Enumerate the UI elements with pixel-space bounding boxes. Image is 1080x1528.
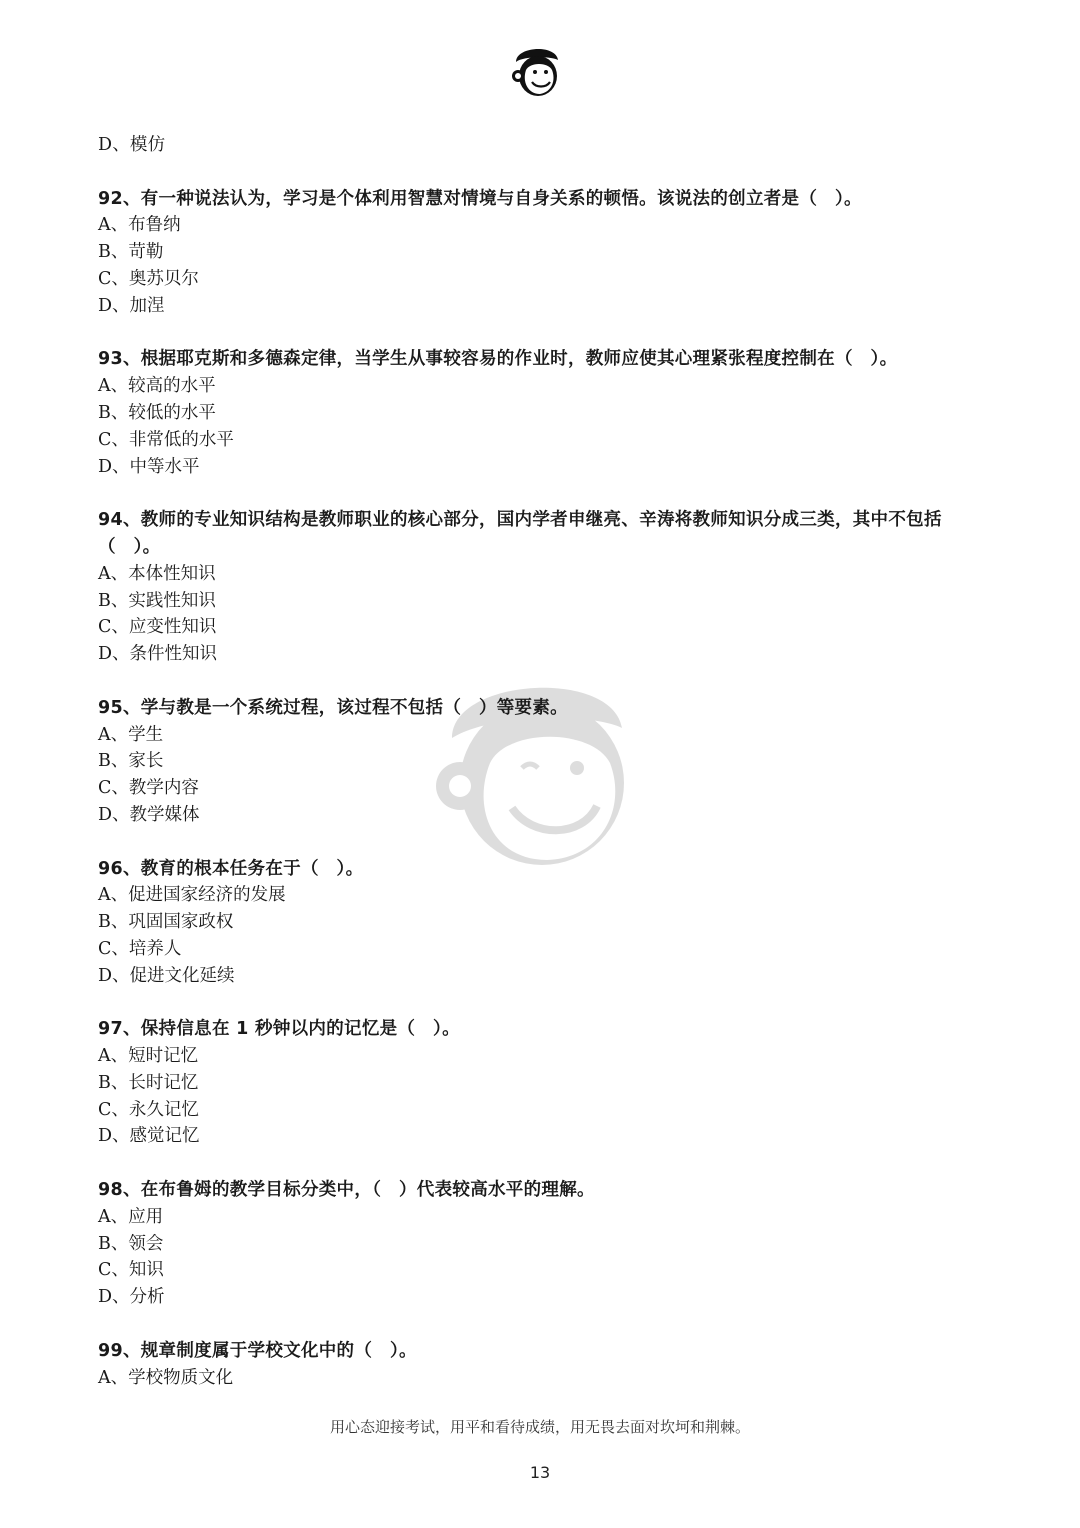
option-c: C、知识 xyxy=(98,1260,164,1281)
question-text: 96、教育的根本任务在于（ ）。 xyxy=(98,858,364,879)
question-92 xyxy=(98,186,998,320)
option-c: C、应变性知识 xyxy=(98,617,217,638)
option-b: B、较低的水平 xyxy=(98,402,216,423)
question-98 xyxy=(98,1177,998,1311)
question-text: 92、有一种说法认为，学习是个体利用智慧对情境与自身关系的顿悟。该说法的创立者是（ ）。 xyxy=(98,188,862,209)
option-d: D、教学媒体 xyxy=(98,804,200,825)
option-b: B、家长 xyxy=(98,751,164,772)
option-a: A、本体性知识 xyxy=(98,563,216,584)
question-97 xyxy=(98,1016,998,1150)
option-b: B、实践性知识 xyxy=(98,590,216,611)
option-a: A、学校物质文化 xyxy=(98,1367,234,1388)
intro-option: D、模仿 xyxy=(98,135,166,155)
option-c: C、奥苏贝尔 xyxy=(98,268,199,289)
question-text: 97、保持信息在 1 秒钟以内的记忆是（ ）。 xyxy=(98,1019,460,1040)
option-c: C、培养人 xyxy=(98,938,182,959)
option-a: A、较高的水平 xyxy=(98,376,216,397)
option-a: A、布鲁纳 xyxy=(98,215,181,236)
question-text: 95、学与教是一个系统过程，该过程不包括（ ）等要素。 xyxy=(98,697,568,718)
page-number: 13 xyxy=(529,1463,551,1482)
option-d: D、分析 xyxy=(98,1287,165,1308)
monkey-mascot-icon xyxy=(508,40,564,100)
option-c: C、非常低的水平 xyxy=(98,429,234,450)
option-d: D、促进文化延续 xyxy=(98,965,235,986)
option-a: A、短时记忆 xyxy=(98,1046,199,1067)
question-95 xyxy=(98,695,998,829)
question-text: 93、根据耶克斯和多德森定律，当学生从事较容易的作业时，教师应使其心理紧张程度控制在（ ）。 xyxy=(98,349,898,370)
option-b: B、巩固国家政权 xyxy=(98,912,234,933)
option-b: B、长时记忆 xyxy=(98,1072,199,1093)
question-94 xyxy=(98,507,998,668)
option-a: A、学生 xyxy=(98,724,164,745)
option-c: C、教学内容 xyxy=(98,778,199,799)
option-c: C、永久记忆 xyxy=(98,1099,199,1120)
option-d: D、加涅 xyxy=(98,295,165,316)
question-list xyxy=(98,132,998,1391)
question-text: 98、在布鲁姆的教学目标分类中，（ ）代表较高水平的理解。 xyxy=(98,1180,595,1201)
question-text: 99、规章制度属于学校文化中的（ ）。 xyxy=(98,1340,417,1361)
question-96 xyxy=(98,856,998,990)
question-text: 94、教师的专业知识结构是教师职业的核心部分，国内学者申继亮、辛涛将教师知识分成三类，其中不包括（ ）。 xyxy=(98,510,942,557)
option-a: A、应用 xyxy=(98,1206,164,1227)
option-b: B、苛勒 xyxy=(98,242,164,263)
option-d: D、感觉记忆 xyxy=(98,1126,200,1147)
option-d: D、条件性知识 xyxy=(98,644,218,665)
option-b: B、领会 xyxy=(98,1233,164,1254)
footer-motto: 用心态迎接考试，用平和看待成绩，用无畏去面对坎坷和荆棘。 xyxy=(329,1418,750,1436)
question-93 xyxy=(98,346,998,480)
question-99 xyxy=(98,1338,998,1392)
option-a: A、促进国家经济的发展 xyxy=(98,885,286,906)
option-d: D、中等水平 xyxy=(98,456,200,477)
